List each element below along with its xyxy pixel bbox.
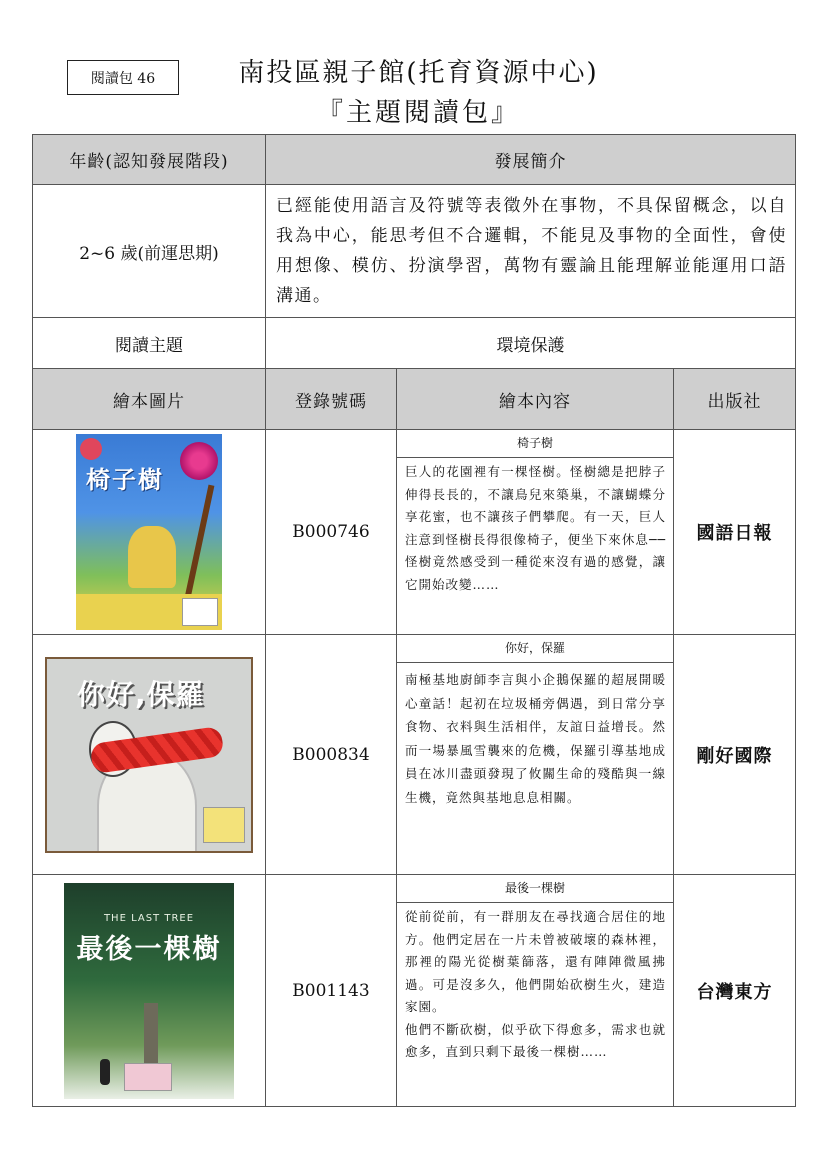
reading-pack-table bbox=[32, 134, 796, 1107]
cover-title: 你好,保羅 bbox=[77, 677, 205, 711]
book-publisher: 台灣東方 bbox=[674, 875, 796, 1107]
table-row bbox=[33, 430, 796, 635]
book-cover-image bbox=[76, 434, 222, 630]
book-summary-para-1: 從前從前，有一群朋友在尋找適合居住的地方。他們定居在一片未曾被破壞的森林裡，那裡的陽光從樹葉篩落，還有陣陣微風拂過。可是沒多久，他們開始砍樹生火，建造家園。 bbox=[405, 909, 666, 1014]
development-header: 發展簡介 bbox=[266, 135, 796, 185]
character-shape bbox=[128, 526, 176, 588]
development-text: 已經能使用語言及符號等表徵外在事物，不具保留概念，以自我為中心，能思考但不合邏輯，不能見及事物的全面性，會使用想像、模仿、扮演學習，萬物有靈論且能理解並能運用口語溝通。 bbox=[266, 185, 796, 318]
book-title: 最後一棵樹 bbox=[397, 875, 673, 903]
book-summary: 巨人的花園裡有一棵怪樹。怪樹總是把脖子伸得長長的，不讓鳥兒來築巢，不讓蝴蝶分享花蜜，也不讓孩子們攀爬。有一天，巨人注意到怪樹長得很像椅子，便坐下來休息──怪樹竟然感受到一種從來沒有過的感覺，讓它開始改變…… bbox=[405, 464, 666, 592]
page-title: 南投區親子館(托育資源中心) bbox=[238, 58, 599, 88]
table-row bbox=[33, 875, 796, 1107]
book-cover-image bbox=[64, 883, 234, 1099]
library-sticker bbox=[124, 1063, 172, 1091]
book-cover-cell bbox=[33, 875, 266, 1107]
book-content-cell bbox=[397, 635, 674, 875]
reading-pack-label: 閱讀包 46 bbox=[67, 60, 179, 95]
book-cover-cell bbox=[33, 635, 266, 875]
table-row bbox=[33, 635, 796, 875]
book-content-cell bbox=[397, 875, 674, 1107]
library-sticker bbox=[182, 598, 218, 626]
col-content-header: 繪本內容 bbox=[397, 369, 674, 430]
cover-title: 椅子樹 bbox=[86, 466, 164, 494]
book-cover-cell bbox=[33, 430, 266, 635]
book-title: 你好，保羅 bbox=[397, 635, 673, 663]
flower-shape bbox=[80, 438, 102, 460]
book-title: 椅子樹 bbox=[397, 430, 673, 458]
col-code-header: 登錄號碼 bbox=[266, 369, 397, 430]
book-code: B000834 bbox=[266, 635, 397, 875]
library-sticker bbox=[203, 807, 245, 843]
book-content-cell bbox=[397, 430, 674, 635]
book-summary: 南極基地廚師李言與小企鵝保羅的超展開暖心童話！起初在垃圾桶旁偶遇，到日常分享食物、衣料與生活相伴，友誼日益增長。然而一場暴風雪襲來的危機，保羅引導基地成員在冰川盡頭發現了攸關生命的殘酷與一線生機，竟然與基地息息相關。 bbox=[405, 672, 666, 805]
cover-title: 最後一棵樹 bbox=[76, 933, 222, 965]
cover-subtitle: THE LAST TREE bbox=[103, 912, 195, 924]
tree-shape bbox=[184, 485, 215, 604]
theme-label: 閱讀主題 bbox=[33, 318, 266, 369]
age-header: 年齡(認知發展階段) bbox=[33, 135, 266, 185]
book-summary bbox=[397, 903, 673, 1067]
age-value: 2~6 歲(前運思期) bbox=[33, 185, 266, 318]
book-summary-para-2: 他們不斷砍樹，似乎砍下得愈多，需求也就愈多，直到只剩下最後一棵樹…… bbox=[405, 1021, 666, 1059]
book-cover-image bbox=[45, 657, 253, 853]
col-picture-header: 繪本圖片 bbox=[33, 369, 266, 430]
book-code: B000746 bbox=[266, 430, 397, 635]
child-shape bbox=[100, 1059, 110, 1085]
book-publisher: 剛好國際 bbox=[674, 635, 796, 875]
flower-shape bbox=[180, 442, 218, 480]
book-publisher: 國語日報 bbox=[674, 430, 796, 635]
page-subtitle: 『主題閱讀包』 bbox=[316, 98, 520, 128]
book-code: B001143 bbox=[266, 875, 397, 1107]
theme-value: 環境保護 bbox=[266, 318, 796, 369]
col-publisher-header: 出版社 bbox=[674, 369, 796, 430]
